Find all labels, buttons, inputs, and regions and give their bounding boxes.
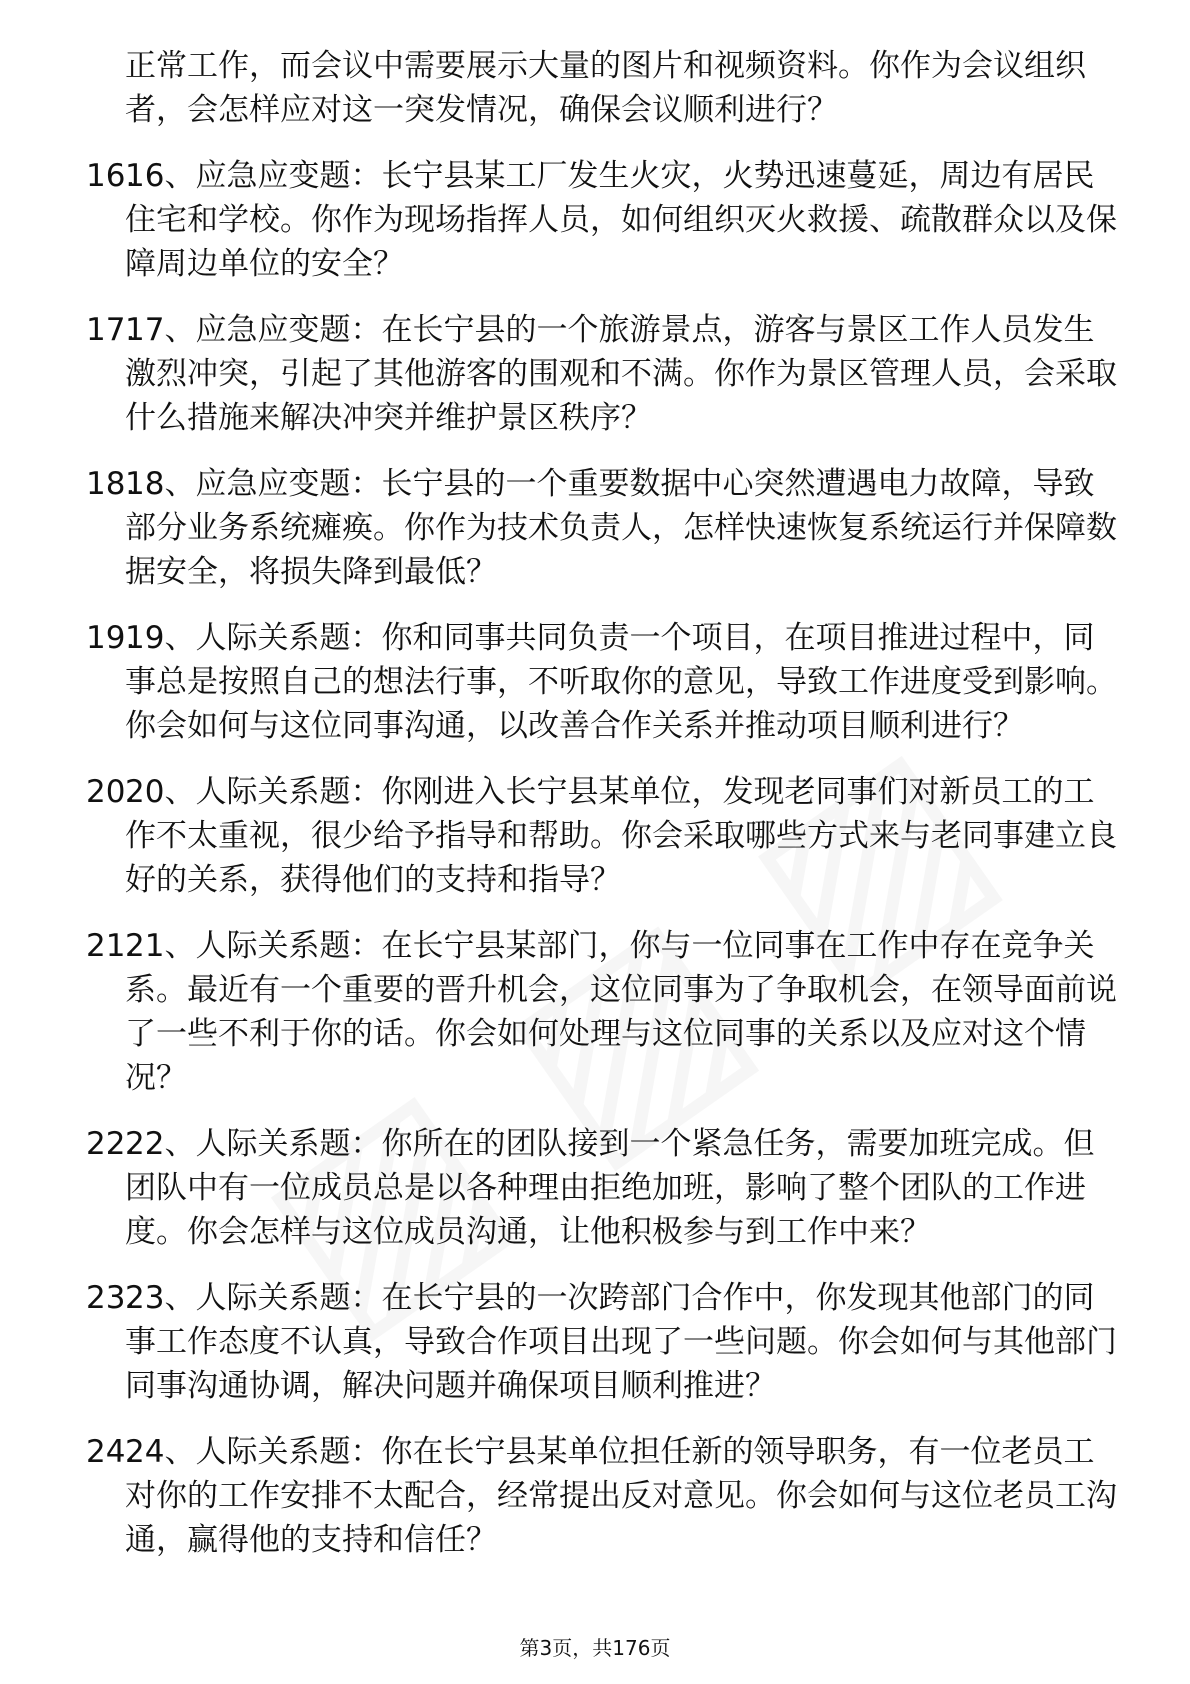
item-text: 18、应急应变题：长宁县的一个重要数据中心突然遭遇电力故障，导致部分业务系统瘫痪。你作为技术负责人，怎样快速恢复系统运行并保障数据安全，将损失降到最低？: [125, 466, 1117, 590]
item-text: 17、应急应变题：在长宁县的一个旅游景点，游客与景区工作人员发生激烈冲突，引起了其他游客的围观和不满。你作为景区管理人员，会采取什么措施来解决冲突并维护景区秩序？: [125, 312, 1117, 436]
item-number: 24.: [86, 1434, 136, 1470]
page-footer: 第3页，共176页: [519, 1636, 671, 1660]
list-item: [86, 462, 1126, 594]
list-item: [86, 1430, 1126, 1562]
item-number: 22.: [86, 1126, 136, 1162]
item-number: 23.: [86, 1280, 136, 1316]
list-item: [86, 924, 1126, 1100]
question-list: [86, 44, 1126, 1562]
item-number: 21.: [86, 928, 136, 964]
list-item: [86, 308, 1126, 440]
item-text: 22、人际关系题：你所在的团队接到一个紧急任务，需要加班完成。但团队中有一位成员总是以各种理由拒绝加班，影响了整个团队的工作进度。你会怎样与这位成员沟通，让他积极参与到工作中来？: [125, 1126, 1095, 1250]
item-number: 16.: [86, 158, 136, 194]
list-item: [86, 1276, 1126, 1408]
item-text: 16、应急应变题：长宁县某工厂发生火灾，火势迅速蔓延，周边有居民住宅和学校。你作为现场指挥人员，如何组织灭火救援、疏散群众以及保障周边单位的安全？: [125, 158, 1117, 282]
item-number: 19.: [86, 620, 136, 656]
item-text: 19、人际关系题：你和同事共同负责一个项目，在项目推进过程中，同事总是按照自己的想法行事，不听取你的意见，导致工作进度受到影响。你会如何与这位同事沟通，以改善合作关系并推动项目顺利进行？: [125, 620, 1117, 744]
item-text: 24、人际关系题：你在长宁县某单位担任新的领导职务，有一位老员工对你的工作安排不太配合，经常提出反对意见。你会如何与这位老员工沟通，赢得他的支持和信任？: [125, 1434, 1117, 1558]
list-item: [86, 154, 1126, 286]
continued-question-text: 正常工作，而会议中需要展示大量的图片和视频资料。你作为会议组织者，会怎样应对这一突发情况，确保会议顺利进行？: [125, 48, 1086, 128]
item-text: 20、人际关系题：你刚进入长宁县某单位，发现老同事们对新员工的工作不太重视，很少给予指导和帮助。你会采取哪些方式来与老同事建立良好的关系，获得他们的支持和指导？: [125, 774, 1117, 898]
item-text: 23、人际关系题：在长宁县的一次跨部门合作中，你发现其他部门的同事工作态度不认真，导致合作项目出现了一些问题。你会如何与其他部门同事沟通协调，解决问题并确保项目顺利推进？: [125, 1280, 1117, 1404]
list-item: [86, 616, 1126, 748]
list-item: [86, 1122, 1126, 1254]
item-number: 18.: [86, 466, 136, 502]
list-item: [86, 770, 1126, 902]
item-number: 17.: [86, 312, 136, 348]
item-text: 21、人际关系题：在长宁县某部门，你与一位同事在工作中存在竞争关系。最近有一个重要的晋升机会，这位同事为了争取机会，在领导面前说了一些不利于你的话。你会如何处理与这位同事的关系以及应对这个情况？: [125, 928, 1117, 1096]
item-number: 20.: [86, 774, 136, 810]
